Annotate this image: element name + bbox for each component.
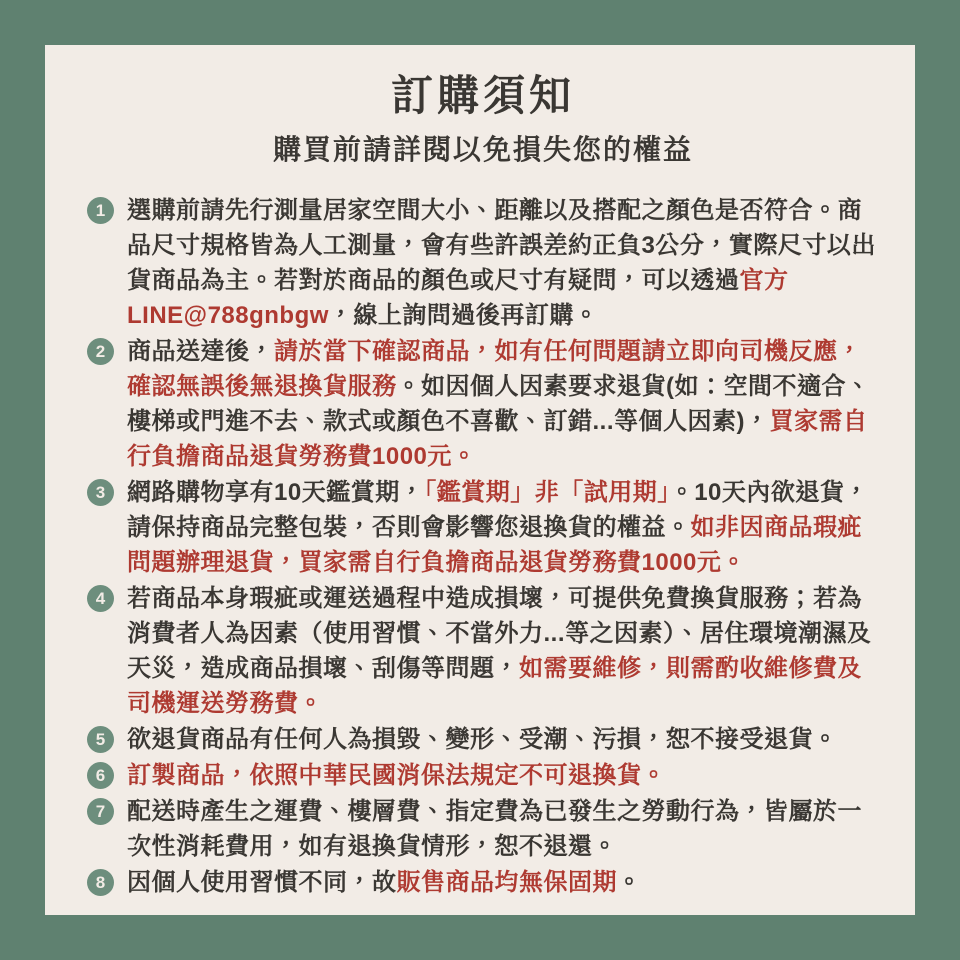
notice-text: [127, 794, 879, 864]
notice-item: [87, 722, 879, 757]
notice-number-badge: 7: [87, 798, 114, 825]
notice-item: [87, 865, 879, 900]
notice-text: [127, 581, 879, 721]
notice-text: [127, 475, 879, 580]
notice-number-badge: 2: [87, 338, 114, 365]
notice-text-segment-accent: 如非因商品瑕疵問題辦理退貨，買家需自行負擔商品退貨勞務費1000元。: [127, 513, 862, 576]
notice-text-segment-accent: 買家需自行負擔商品退貨勞務費1000元。: [127, 407, 868, 470]
notice-number-badge: 1: [87, 197, 114, 224]
notice-text: [127, 758, 666, 793]
notice-text-segment-accent: 官方LINE@788gnbgw: [127, 266, 789, 329]
notice-text: [127, 334, 879, 474]
page-title: 訂購須知: [390, 72, 575, 119]
notice-text-segment: 。: [617, 868, 642, 896]
notice-text-segment: 選購前請先行測量居家空間大小、距離以及搭配之顏色是否符合。商品尺寸規格皆為人工測量，會有些許誤差約正負3公分，實際尺寸以出貨商品為主。若對於商品的顏色或尺寸有疑問，可以透過: [127, 196, 876, 294]
notice-panel: [45, 45, 915, 915]
notice-item: [87, 794, 879, 864]
notice-item: [87, 193, 879, 333]
notice-text-segment-accent: 如需要維修，則需酌收維修費及司機運送勞務費。: [127, 654, 862, 717]
notice-number-badge: 4: [87, 585, 114, 612]
notice-number-badge: 6: [87, 762, 114, 789]
page-subtitle: 購買前請詳閱以免損失您的權益: [272, 134, 693, 166]
notice-text-segment-accent: 「鑑賞期」非「試用期」: [424, 478, 670, 506]
notice-text: [127, 722, 838, 757]
notice-text-segment: 網路購物享有10天鑑賞期，: [127, 478, 425, 506]
notice-text-segment-accent: 訂製商品，依照中華民國消保法規定不可退換貨。: [127, 761, 666, 789]
notice-text: [127, 193, 879, 333]
notice-number-badge: 3: [87, 479, 114, 506]
notice-text-segment-accent: 販售商品均無保固期: [396, 868, 617, 896]
notice-text-segment: 。如因個人因素要求退貨(如：空間不適合、樓梯或門進不去、款式或顏色不喜歡、訂錯...等個人因素)，: [127, 372, 871, 435]
notice-text-segment: 欲退貨商品有任何人為損毀、變形、受潮、污損，恕不接受退貨。: [127, 725, 838, 753]
notice-text-segment: 若商品本身瑕疵或運送過程中造成損壞，可提供免費換貨服務；若為消費者人為因素（使用習慣、不當外力...等之因素）、居住環境潮濕及天災，造成商品損壞、刮傷等問題，: [127, 584, 872, 682]
notice-text-segment: ，線上詢問過後再訂購。: [328, 301, 599, 329]
notice-item: [87, 334, 879, 474]
notice-item: [87, 475, 879, 580]
notice-item: [87, 758, 879, 793]
notice-text-segment: 因個人使用習慣不同，故: [127, 868, 397, 896]
notice-number-badge: 5: [87, 726, 114, 753]
notice-number-badge: 8: [87, 869, 114, 896]
notice-text-segment: 商品送達後，: [127, 337, 274, 365]
notice-text: [127, 865, 642, 900]
notice-list: [87, 193, 879, 900]
notice-text-segment: 配送時產生之運費、樓層費、指定費為已發生之勞動行為，皆屬於一次性消耗費用，如有退換貨情形，恕不退還。: [127, 797, 862, 860]
notice-item: [87, 581, 879, 721]
notice-text-segment: 。10天內欲退貨，請保持商品完整包裝，否則會影響您退換貨的權益。: [127, 478, 869, 541]
notice-text-segment-accent: 請於當下確認商品，如有任何問題請立即向司機反應，確認無誤後無退換貨服務: [127, 337, 862, 400]
